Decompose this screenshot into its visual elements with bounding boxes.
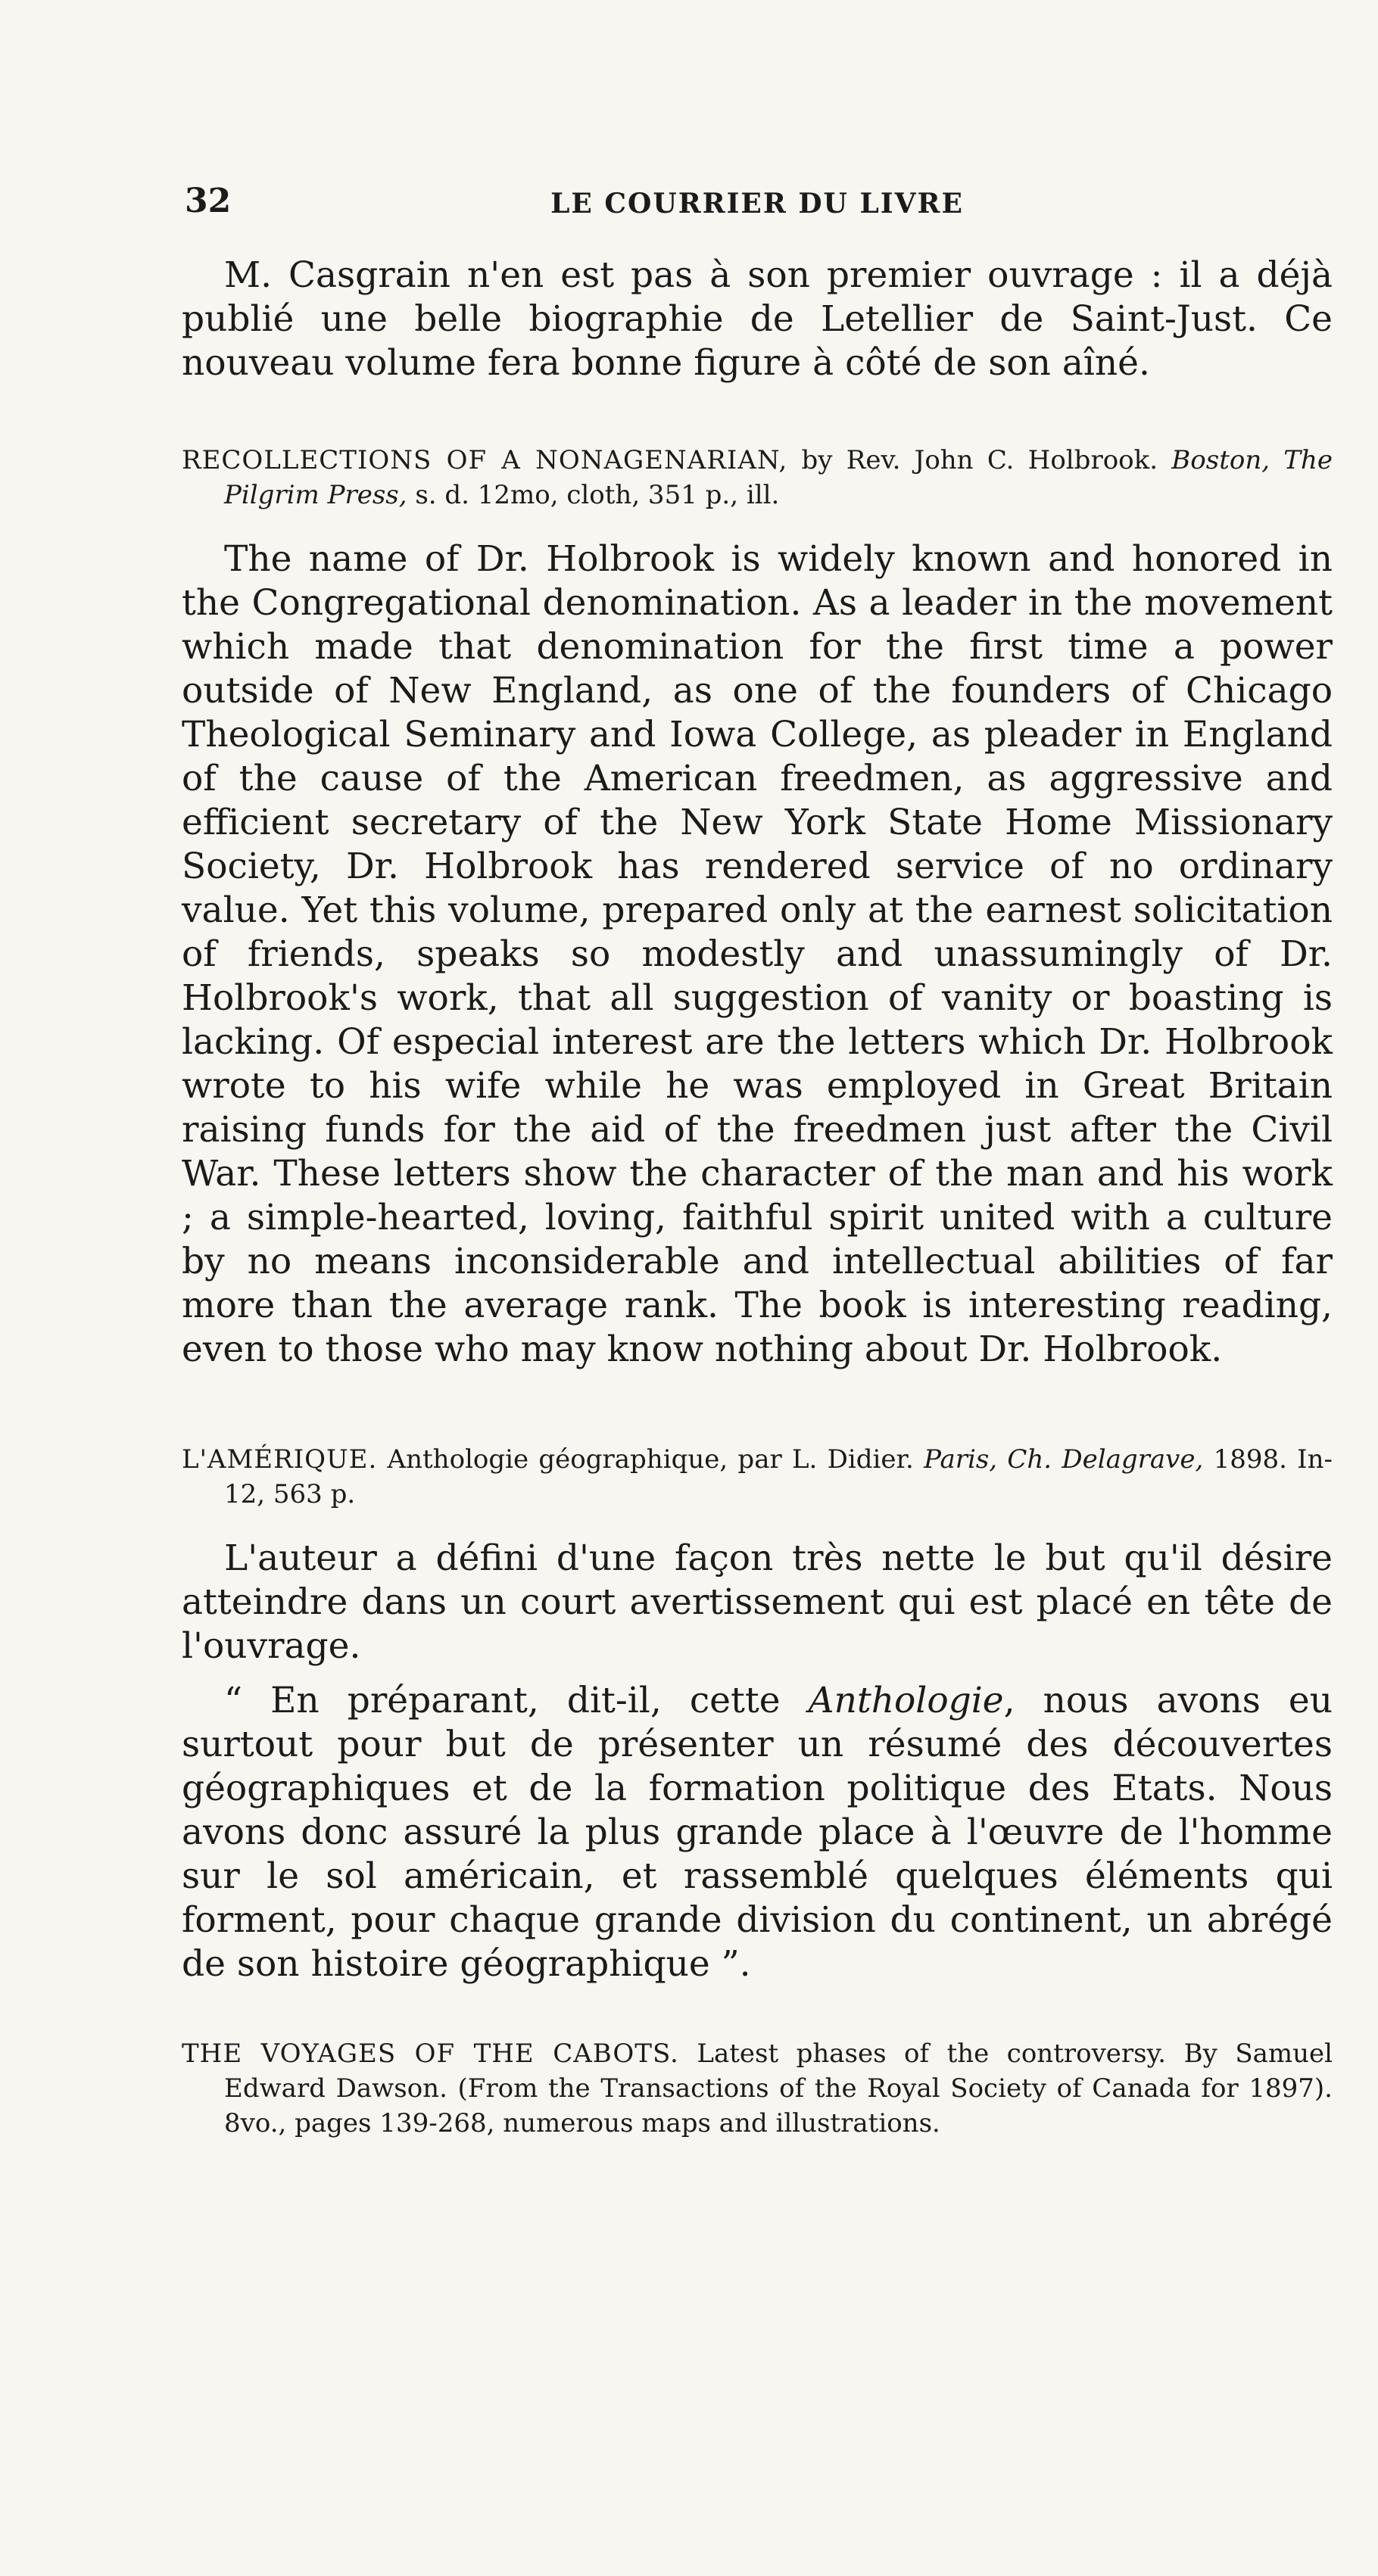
entry-title: THE VOYAGES OF THE CABOTS. (182, 2039, 679, 2069)
paragraph-amerique-intro: L'auteur a défini d'une façon très nette le but qu'il désire atteindre dans un court avertissement qui est placé en tête de l'ouvrage. (182, 1537, 1333, 1667)
entry-title: RECOLLECTIONS OF A NONAGENARIAN, (182, 445, 788, 475)
entry-title: L'AMÉRIQUE. (182, 1444, 378, 1475)
casgrain-block (182, 254, 1333, 385)
paragraph-casgrain: M. Casgrain n'en est pas à son premier ouvrage : il a déjà publié une belle biographie de Letellier de Saint-Just. Ce nouveau volume fera bonne figure à côté de son aîné. (182, 254, 1333, 384)
running-head: LE COURRIER DU LIVRE (550, 188, 964, 220)
page-number: 32 (185, 182, 232, 220)
entry-imprint: Boston, The Pilgrim Press, (224, 445, 1333, 510)
entry-details: Latest phases of the controversy. By Samuel Edward Dawson. (From the Transactions of the Royal Society of Canada for 1897). 8vo., pages 139-268, numerous maps and illustrations. (224, 2039, 1333, 2138)
quote-start: “ En préparant, dit-il, cette (224, 1680, 809, 1721)
entry-cabots (182, 2036, 1333, 2141)
amerique-review (182, 1537, 1333, 1986)
entry-heading-recollections (182, 443, 1333, 512)
entry-author: by Rev. John C. Holbrook. (787, 445, 1172, 475)
quote-rest: , nous avons eu surtout pour but de présenter un résumé des découvertes géographiques et de la formation politique des Etats. Nous avons donc assuré la plus grande place à l'œuvre de l'homme sur le sol américain, et rassemblé quelques éléments qui forment, pour chaque grande division du continent, un abrégé de son histoire géographique ”. (182, 1680, 1333, 1985)
entry-details: 1898. In-12, 563 p. (224, 1444, 1333, 1509)
entry-recollections (182, 443, 1333, 512)
holbrook-review (182, 537, 1333, 1372)
entry-author: Anthologie géographique, par L. Didier. (377, 1444, 924, 1475)
entry-details: s. d. 12mo, cloth, 351 p., ill. (407, 480, 780, 510)
entry-heading-amerique (182, 1442, 1333, 1512)
paragraph-amerique-quote (182, 1679, 1333, 1986)
paragraph-holbrook: The name of Dr. Holbrook is widely known and honored in the Congregational denomination. As a leader in the movement which made that denomination for the first time a power outside of New England, as one of the founders of Chicago Theological Seminary and Iowa College, as pleader in England of the cause of the American freedmen, as aggressive and efficient secretary of the New York State Home Missionary Society, Dr. Holbrook has rendered service of no ordinary value. Yet this volume, prepared only at the earnest solicitation of friends, speaks so modestly and unassumingly of Dr. Holbrook's work, that all suggestion of vanity or boasting is lacking. Of especial interest are the letters which Dr. Holbrook wrote to his wife while he was employed in Great Britain raising funds for the aid of the freedmen just after the Civil War. These letters show the character of the man and his work ; a simple-hearted, loving, faithful spirit united with a culture by no means inconsiderable and intellectual abilities of far more than the average rank. The book is interesting reading, even to those who may know nothing about Dr. Holbrook. (182, 538, 1333, 1370)
page-header (182, 182, 1333, 227)
entry-imprint: Paris, Ch. Delagrave, (924, 1444, 1204, 1475)
entry-heading-cabots (182, 2036, 1333, 2141)
quote-italic-word: Anthologie (808, 1680, 1004, 1721)
entry-amerique (182, 1442, 1333, 1512)
